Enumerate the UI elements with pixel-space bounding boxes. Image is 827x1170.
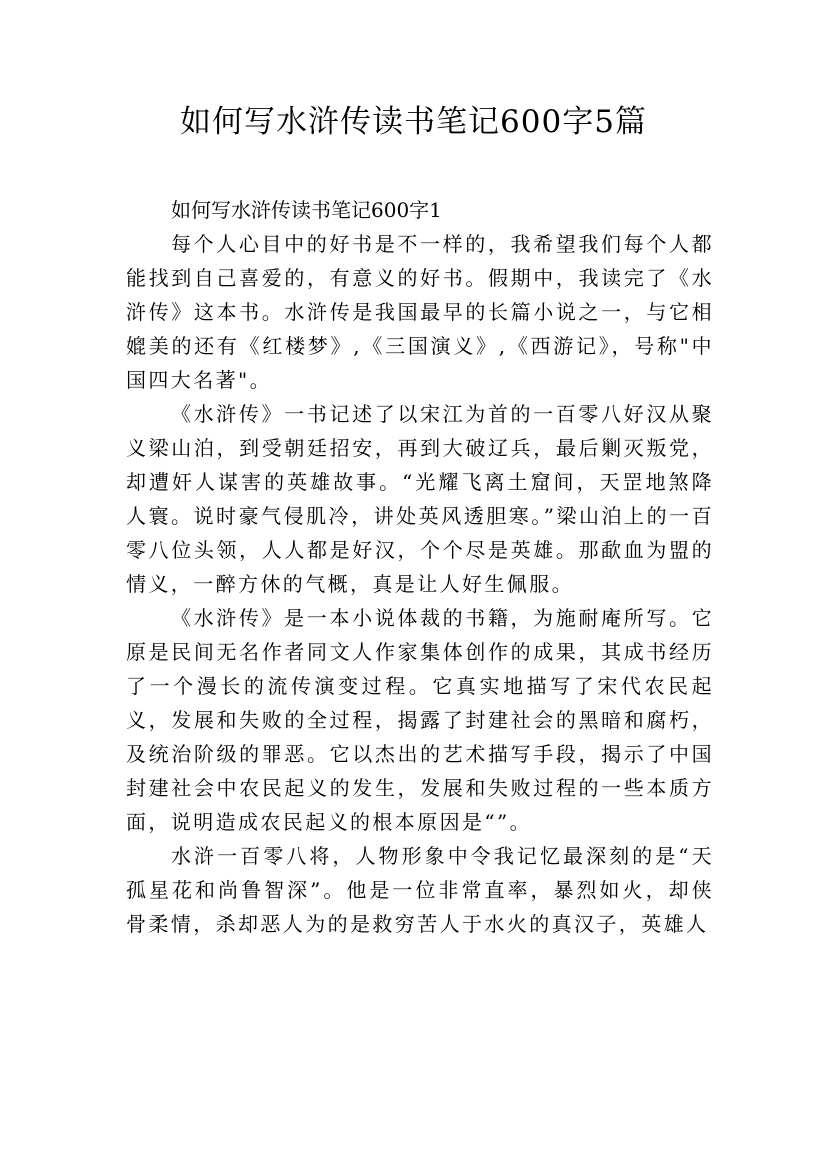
paragraph-2: 《水浒传》一书记述了以宋江为首的一百零八好汉从聚义梁山泊，到受朝廷招安，再到大破辽兵，最后剿灭叛党，却遭奸人谋害的英雄故事。“光耀飞离土窟间，天罡地煞降人寰。说时豪气侵肌冷，讲处英风透胆寒。”梁山泊上的一百零八位头领，人人都是好汉，个个尽是英雄。那歃血为盟的情义，一醉方休的气概，真是让人好生佩服。 <box>126 402 714 596</box>
section-heading: 如何写水浒传读书笔记600字1 <box>171 198 442 222</box>
paragraph-4: 水浒一百零八将，人物形象中令我记忆最深刻的是“天孤星花和尚鲁智深”。他是一位非常直率，暴烈如火，却侠骨柔情，杀却恶人为的是救穷苦人于水火的真汉子，英雄人 <box>126 844 714 936</box>
document-body <box>126 193 714 941</box>
paragraph-1: 每个人心目中的好书是不一样的，我希望我们每个人都能找到自己喜爱的，有意义的好书。假期中，我读完了《水浒传》这本书。水浒传是我国最早的长篇小说之一，与它相媲美的还有《红楼梦》,《三国演义》,《西游记》，号称"中国四大名著"。 <box>126 232 714 392</box>
document-title: 如何写水浒传读书笔记600字5篇 <box>180 104 647 140</box>
paragraph-3: 《水浒传》是一本小说体裁的书籍，为施耐庵所写。它原是民间无名作者同文人作家集体创作的成果，其成书经历了一个漫长的流传演变过程。它真实地描写了宋代农民起义，发展和失败的全过程，揭露了封建社会的黑暗和腐朽，及统治阶级的罪恶。它以杰出的艺术描写手段，揭示了中国封建社会中农民起义的发生，发展和失败过程的一些本质方面，说明造成农民起义的根本原因是“”。 <box>126 606 714 834</box>
